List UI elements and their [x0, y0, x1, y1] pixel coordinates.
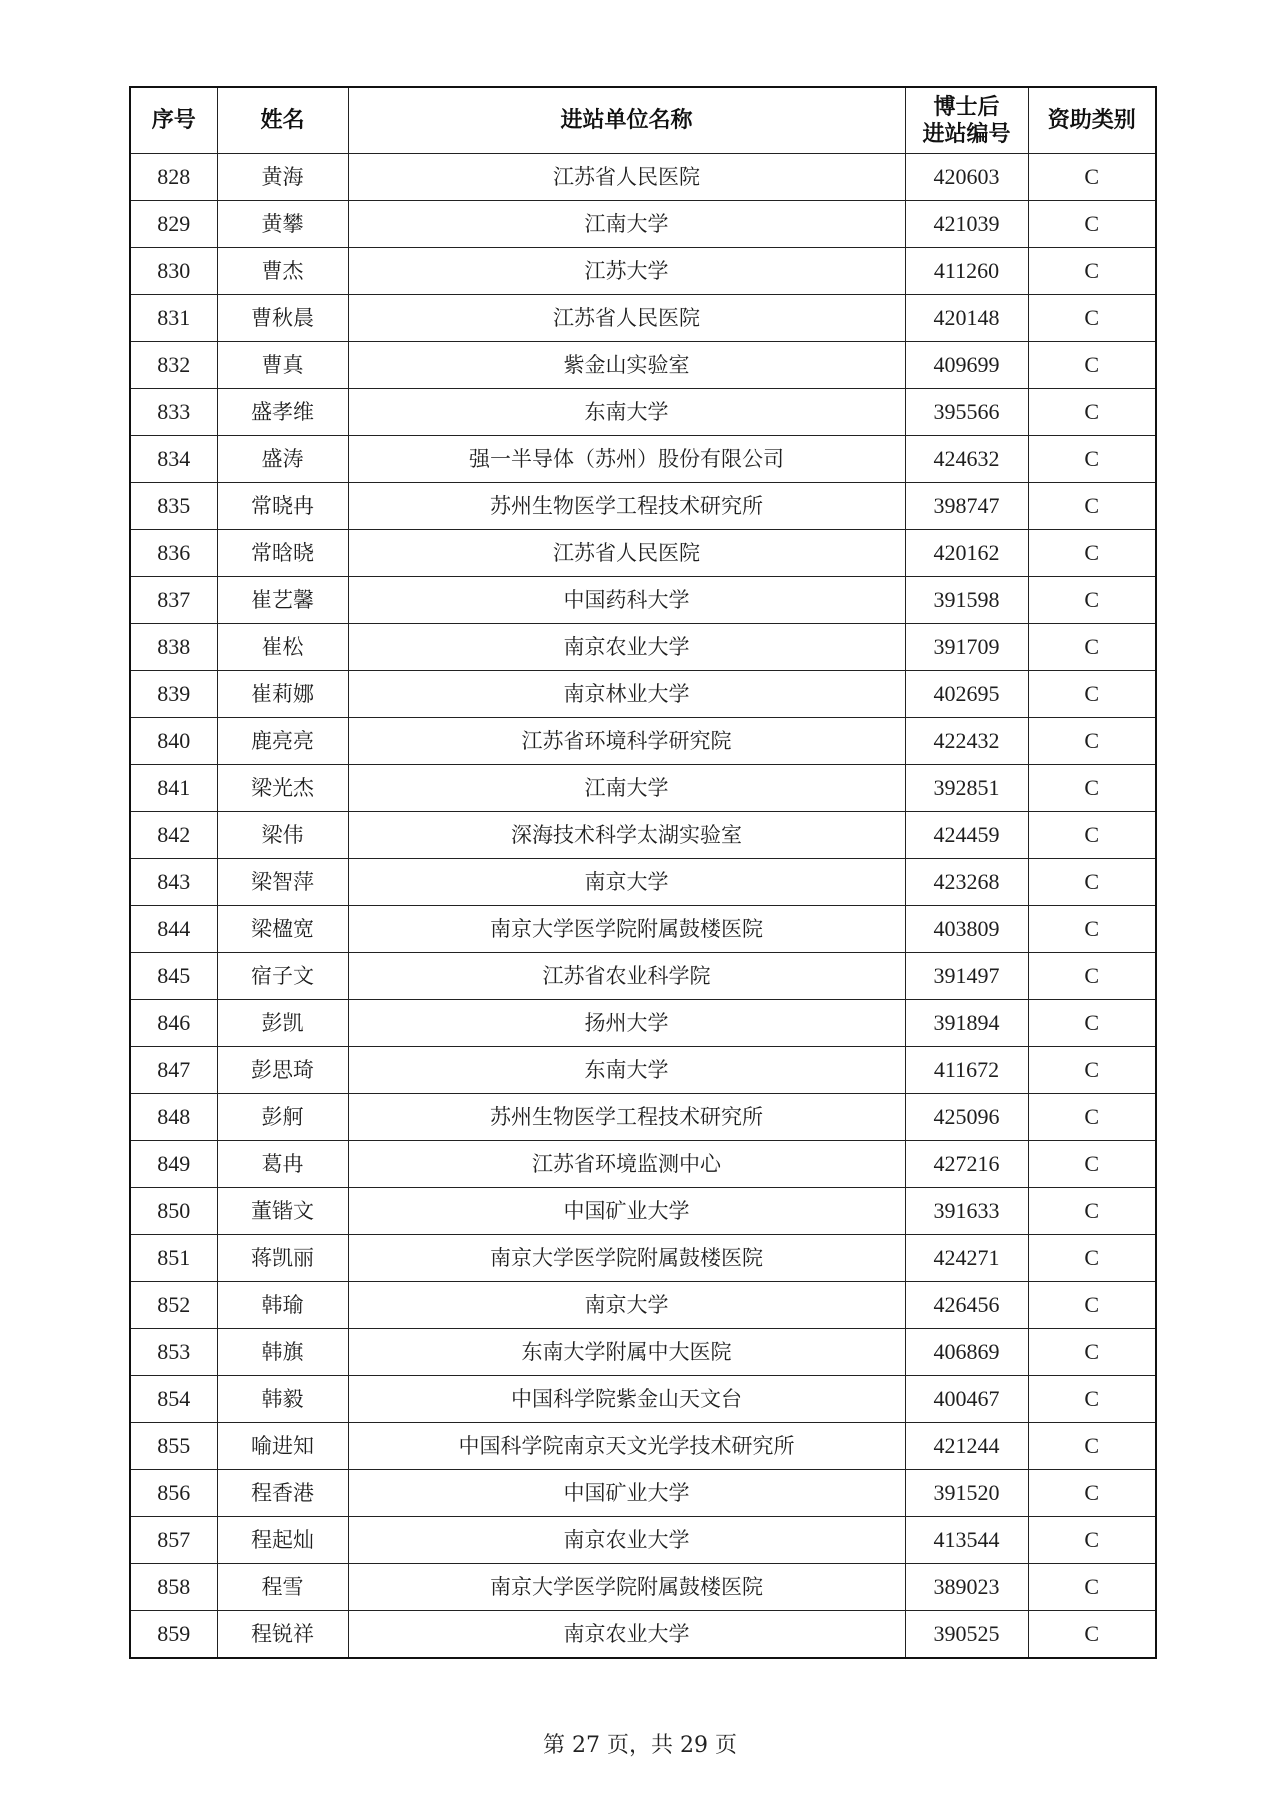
- funding-type-cell: C: [1028, 765, 1156, 812]
- unit-name-cell: 江苏省农业科学院: [348, 953, 905, 1000]
- name-cell: 梁楹宽: [217, 906, 348, 953]
- name-cell: 程起灿: [217, 1517, 348, 1564]
- name-cell: 程香港: [217, 1470, 348, 1517]
- name-cell: 彭凯: [217, 1000, 348, 1047]
- table-header: [130, 87, 1156, 154]
- postdoc-code-cell: 424271: [905, 1235, 1028, 1282]
- table-row: [130, 1141, 1156, 1188]
- unit-name-cell: 江苏大学: [348, 248, 905, 295]
- table-row: [130, 1564, 1156, 1611]
- header-funding-type: 资助类别: [1028, 87, 1156, 154]
- funding-type-cell: C: [1028, 624, 1156, 671]
- table-row: [130, 154, 1156, 201]
- serial-number-cell: 833: [130, 389, 217, 436]
- table-row: [130, 1376, 1156, 1423]
- table-row: [130, 577, 1156, 624]
- serial-number-cell: 858: [130, 1564, 217, 1611]
- table-row: [130, 1094, 1156, 1141]
- serial-number-cell: 832: [130, 342, 217, 389]
- funding-type-cell: C: [1028, 1376, 1156, 1423]
- name-cell: 程雪: [217, 1564, 348, 1611]
- serial-number-cell: 830: [130, 248, 217, 295]
- table-row: [130, 483, 1156, 530]
- funding-list-table: [129, 86, 1157, 1659]
- unit-name-cell: 南京大学医学院附属鼓楼医院: [348, 1564, 905, 1611]
- unit-name-cell: 江南大学: [348, 765, 905, 812]
- serial-number-cell: 853: [130, 1329, 217, 1376]
- postdoc-code-cell: 409699: [905, 342, 1028, 389]
- table-row: [130, 1329, 1156, 1376]
- serial-number-cell: 835: [130, 483, 217, 530]
- serial-number-cell: 828: [130, 154, 217, 201]
- unit-name-cell: 南京大学医学院附属鼓楼医院: [348, 1235, 905, 1282]
- funding-type-cell: C: [1028, 1000, 1156, 1047]
- name-cell: 盛孝维: [217, 389, 348, 436]
- name-cell: 鹿亮亮: [217, 718, 348, 765]
- postdoc-code-cell: 402695: [905, 671, 1028, 718]
- name-cell: 崔艺馨: [217, 577, 348, 624]
- page-number-footer: 第 27 页，共 29 页: [543, 1733, 737, 1758]
- postdoc-code-cell: 391709: [905, 624, 1028, 671]
- unit-name-cell: 江南大学: [348, 201, 905, 248]
- unit-name-cell: 南京林业大学: [348, 671, 905, 718]
- funding-type-cell: C: [1028, 1282, 1156, 1329]
- funding-type-cell: C: [1028, 1141, 1156, 1188]
- funding-type-cell: C: [1028, 154, 1156, 201]
- name-cell: 韩毅: [217, 1376, 348, 1423]
- table-row: [130, 859, 1156, 906]
- serial-number-cell: 852: [130, 1282, 217, 1329]
- serial-number-cell: 855: [130, 1423, 217, 1470]
- serial-number-cell: 847: [130, 1047, 217, 1094]
- table-row: [130, 1235, 1156, 1282]
- unit-name-cell: 江苏省人民医院: [348, 530, 905, 577]
- unit-name-cell: 东南大学: [348, 1047, 905, 1094]
- table-row: [130, 1047, 1156, 1094]
- table-row: [130, 765, 1156, 812]
- postdoc-code-cell: 391894: [905, 1000, 1028, 1047]
- table-row: [130, 1188, 1156, 1235]
- name-cell: 崔莉娜: [217, 671, 348, 718]
- serial-number-cell: 838: [130, 624, 217, 671]
- header-postdoc-code: [905, 87, 1028, 154]
- funding-type-cell: C: [1028, 812, 1156, 859]
- unit-name-cell: 南京农业大学: [348, 1611, 905, 1659]
- name-cell: 梁伟: [217, 812, 348, 859]
- unit-name-cell: 中国科学院南京天文光学技术研究所: [348, 1423, 905, 1470]
- name-cell: 宿子文: [217, 953, 348, 1000]
- header-postdoc-code-line1: 博士后: [933, 94, 1000, 120]
- funding-type-cell: C: [1028, 859, 1156, 906]
- unit-name-cell: 江苏省环境科学研究院: [348, 718, 905, 765]
- unit-name-cell: 南京农业大学: [348, 624, 905, 671]
- name-cell: 梁智萍: [217, 859, 348, 906]
- table-row: [130, 201, 1156, 248]
- table-row: [130, 953, 1156, 1000]
- name-cell: 盛涛: [217, 436, 348, 483]
- name-cell: 崔松: [217, 624, 348, 671]
- postdoc-code-cell: 426456: [905, 1282, 1028, 1329]
- postdoc-code-cell: 411672: [905, 1047, 1028, 1094]
- postdoc-code-cell: 424632: [905, 436, 1028, 483]
- unit-name-cell: 江苏省人民医院: [348, 154, 905, 201]
- postdoc-code-cell: 400467: [905, 1376, 1028, 1423]
- serial-number-cell: 854: [130, 1376, 217, 1423]
- postdoc-code-cell: 406869: [905, 1329, 1028, 1376]
- serial-number-cell: 840: [130, 718, 217, 765]
- unit-name-cell: 深海技术科学太湖实验室: [348, 812, 905, 859]
- postdoc-code-cell: 411260: [905, 248, 1028, 295]
- serial-number-cell: 848: [130, 1094, 217, 1141]
- table-row: [130, 1423, 1156, 1470]
- postdoc-code-cell: 391497: [905, 953, 1028, 1000]
- unit-name-cell: 东南大学: [348, 389, 905, 436]
- unit-name-cell: 南京大学: [348, 859, 905, 906]
- serial-number-cell: 829: [130, 201, 217, 248]
- serial-number-cell: 834: [130, 436, 217, 483]
- funding-type-cell: C: [1028, 1094, 1156, 1141]
- name-cell: 程锐祥: [217, 1611, 348, 1659]
- postdoc-code-cell: 389023: [905, 1564, 1028, 1611]
- table-row: [130, 248, 1156, 295]
- funding-type-cell: C: [1028, 1047, 1156, 1094]
- funding-type-cell: C: [1028, 906, 1156, 953]
- header-postdoc-code-line2: 进站编号: [922, 121, 1011, 147]
- postdoc-code-cell: 391520: [905, 1470, 1028, 1517]
- funding-type-cell: C: [1028, 1423, 1156, 1470]
- serial-number-cell: 844: [130, 906, 217, 953]
- table-row: [130, 1470, 1156, 1517]
- table-row: [130, 342, 1156, 389]
- name-cell: 葛冉: [217, 1141, 348, 1188]
- unit-name-cell: 东南大学附属中大医院: [348, 1329, 905, 1376]
- funding-type-cell: C: [1028, 1517, 1156, 1564]
- funding-type-cell: C: [1028, 1235, 1156, 1282]
- funding-type-cell: C: [1028, 530, 1156, 577]
- funding-type-cell: C: [1028, 1329, 1156, 1376]
- funding-type-cell: C: [1028, 577, 1156, 624]
- funding-type-cell: C: [1028, 248, 1156, 295]
- serial-number-cell: 846: [130, 1000, 217, 1047]
- postdoc-code-cell: 422432: [905, 718, 1028, 765]
- unit-name-cell: 中国矿业大学: [348, 1188, 905, 1235]
- name-cell: 常晗晓: [217, 530, 348, 577]
- postdoc-code-cell: 424459: [905, 812, 1028, 859]
- serial-number-cell: 857: [130, 1517, 217, 1564]
- table-row: [130, 389, 1156, 436]
- table-row: [130, 530, 1156, 577]
- name-cell: 彭舸: [217, 1094, 348, 1141]
- name-cell: 韩瑜: [217, 1282, 348, 1329]
- table-body: [130, 154, 1156, 1659]
- header-row: [130, 87, 1156, 154]
- name-cell: 曹秋晨: [217, 295, 348, 342]
- unit-name-cell: 扬州大学: [348, 1000, 905, 1047]
- funding-type-cell: C: [1028, 483, 1156, 530]
- unit-name-cell: 苏州生物医学工程技术研究所: [348, 483, 905, 530]
- postdoc-code-cell: 392851: [905, 765, 1028, 812]
- funding-type-cell: C: [1028, 1611, 1156, 1659]
- postdoc-code-cell: 423268: [905, 859, 1028, 906]
- serial-number-cell: 839: [130, 671, 217, 718]
- funding-type-cell: C: [1028, 953, 1156, 1000]
- serial-number-cell: 841: [130, 765, 217, 812]
- funding-type-cell: C: [1028, 1470, 1156, 1517]
- serial-number-cell: 836: [130, 530, 217, 577]
- serial-number-cell: 842: [130, 812, 217, 859]
- serial-number-cell: 843: [130, 859, 217, 906]
- postdoc-code-cell: 420148: [905, 295, 1028, 342]
- name-cell: 蒋凯丽: [217, 1235, 348, 1282]
- serial-number-cell: 849: [130, 1141, 217, 1188]
- postdoc-code-cell: 403809: [905, 906, 1028, 953]
- unit-name-cell: 中国矿业大学: [348, 1470, 905, 1517]
- unit-name-cell: 江苏省环境监测中心: [348, 1141, 905, 1188]
- funding-type-cell: C: [1028, 1564, 1156, 1611]
- serial-number-cell: 856: [130, 1470, 217, 1517]
- postdoc-code-cell: 390525: [905, 1611, 1028, 1659]
- header-serial-number: 序号: [130, 87, 217, 154]
- postdoc-code-cell: 427216: [905, 1141, 1028, 1188]
- postdoc-code-cell: 421039: [905, 201, 1028, 248]
- unit-name-cell: 强一半导体（苏州）股份有限公司: [348, 436, 905, 483]
- serial-number-cell: 851: [130, 1235, 217, 1282]
- table-row: [130, 1611, 1156, 1659]
- funding-type-cell: C: [1028, 671, 1156, 718]
- table-row: [130, 671, 1156, 718]
- funding-type-cell: C: [1028, 718, 1156, 765]
- name-cell: 黄攀: [217, 201, 348, 248]
- table-row: [130, 1282, 1156, 1329]
- name-cell: 曹杰: [217, 248, 348, 295]
- unit-name-cell: 江苏省人民医院: [348, 295, 905, 342]
- postdoc-code-cell: 413544: [905, 1517, 1028, 1564]
- unit-name-cell: 南京大学: [348, 1282, 905, 1329]
- postdoc-code-cell: 398747: [905, 483, 1028, 530]
- postdoc-code-cell: 420603: [905, 154, 1028, 201]
- funding-type-cell: C: [1028, 436, 1156, 483]
- unit-name-cell: 中国药科大学: [348, 577, 905, 624]
- postdoc-code-cell: 391598: [905, 577, 1028, 624]
- funding-type-cell: C: [1028, 342, 1156, 389]
- postdoc-code-cell: 420162: [905, 530, 1028, 577]
- postdoc-code-cell: 395566: [905, 389, 1028, 436]
- serial-number-cell: 845: [130, 953, 217, 1000]
- name-cell: 常晓冉: [217, 483, 348, 530]
- unit-name-cell: 中国科学院紫金山天文台: [348, 1376, 905, 1423]
- unit-name-cell: 紫金山实验室: [348, 342, 905, 389]
- name-cell: 喻进知: [217, 1423, 348, 1470]
- serial-number-cell: 859: [130, 1611, 217, 1659]
- postdoc-code-cell: 421244: [905, 1423, 1028, 1470]
- table-row: [130, 1517, 1156, 1564]
- name-cell: 黄海: [217, 154, 348, 201]
- table-row: [130, 295, 1156, 342]
- table-row: [130, 436, 1156, 483]
- serial-number-cell: 850: [130, 1188, 217, 1235]
- serial-number-cell: 831: [130, 295, 217, 342]
- name-cell: 梁光杰: [217, 765, 348, 812]
- table-row: [130, 1000, 1156, 1047]
- funding-type-cell: C: [1028, 295, 1156, 342]
- name-cell: 曹真: [217, 342, 348, 389]
- funding-type-cell: C: [1028, 1188, 1156, 1235]
- postdoc-code-cell: 425096: [905, 1094, 1028, 1141]
- unit-name-cell: 南京农业大学: [348, 1517, 905, 1564]
- header-unit-name: 进站单位名称: [348, 87, 905, 154]
- funding-type-cell: C: [1028, 201, 1156, 248]
- name-cell: 董锴文: [217, 1188, 348, 1235]
- unit-name-cell: 南京大学医学院附属鼓楼医院: [348, 906, 905, 953]
- table-row: [130, 906, 1156, 953]
- postdoc-code-cell: 391633: [905, 1188, 1028, 1235]
- table-row: [130, 624, 1156, 671]
- table-row: [130, 718, 1156, 765]
- unit-name-cell: 苏州生物医学工程技术研究所: [348, 1094, 905, 1141]
- serial-number-cell: 837: [130, 577, 217, 624]
- table-row: [130, 812, 1156, 859]
- name-cell: 韩旗: [217, 1329, 348, 1376]
- name-cell: 彭思琦: [217, 1047, 348, 1094]
- header-name: 姓名: [217, 87, 348, 154]
- funding-type-cell: C: [1028, 389, 1156, 436]
